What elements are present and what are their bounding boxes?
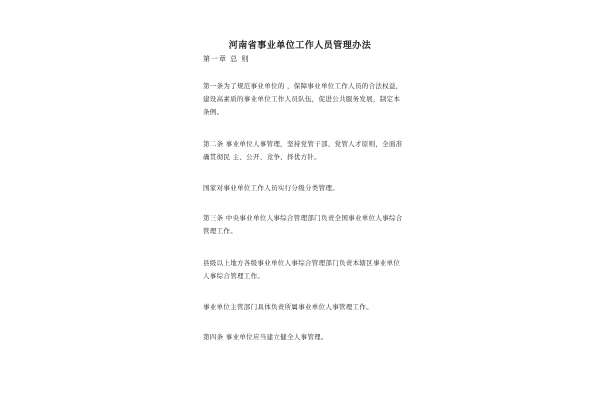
paragraph-article-3: 第三条 中央事业单位人事综合管理部门负责全国事业单位人事综合管理工作。 — [203, 214, 403, 235]
paragraph-classification: 国家对事业单位工作人员实行分级分类管理。 — [203, 184, 339, 192]
paragraph-supervising-department: 事业单位主管部门具体负责所属事业单位人事管理工作。 — [203, 303, 373, 311]
paragraph-article-1: 第一条为了规范事业单位的 ，保障事业单位工作人员的合法权益，建设高素质的事业单位工作人员队伍，促进公共服务发展，制定本条例。 — [203, 82, 403, 116]
chapter-heading: 第一章 总 则 — [203, 55, 250, 63]
paragraph-article-2: 第二条 事业单位人事管理，坚持党管干部、党管人才原则，全面准确贯彻民 主、公开、竞争、择优方针。 — [203, 140, 403, 161]
paragraph-article-4: 第四条 事业单位应当建立健全人事管理。 — [203, 333, 328, 341]
paragraph-local-management: 县级以上地方各级事业单位人事综合管理部门负责本辖区事业单位人事综合管理工作。 — [203, 259, 401, 280]
document-title: 河南省事业单位工作人员管理办法 — [228, 41, 372, 51]
